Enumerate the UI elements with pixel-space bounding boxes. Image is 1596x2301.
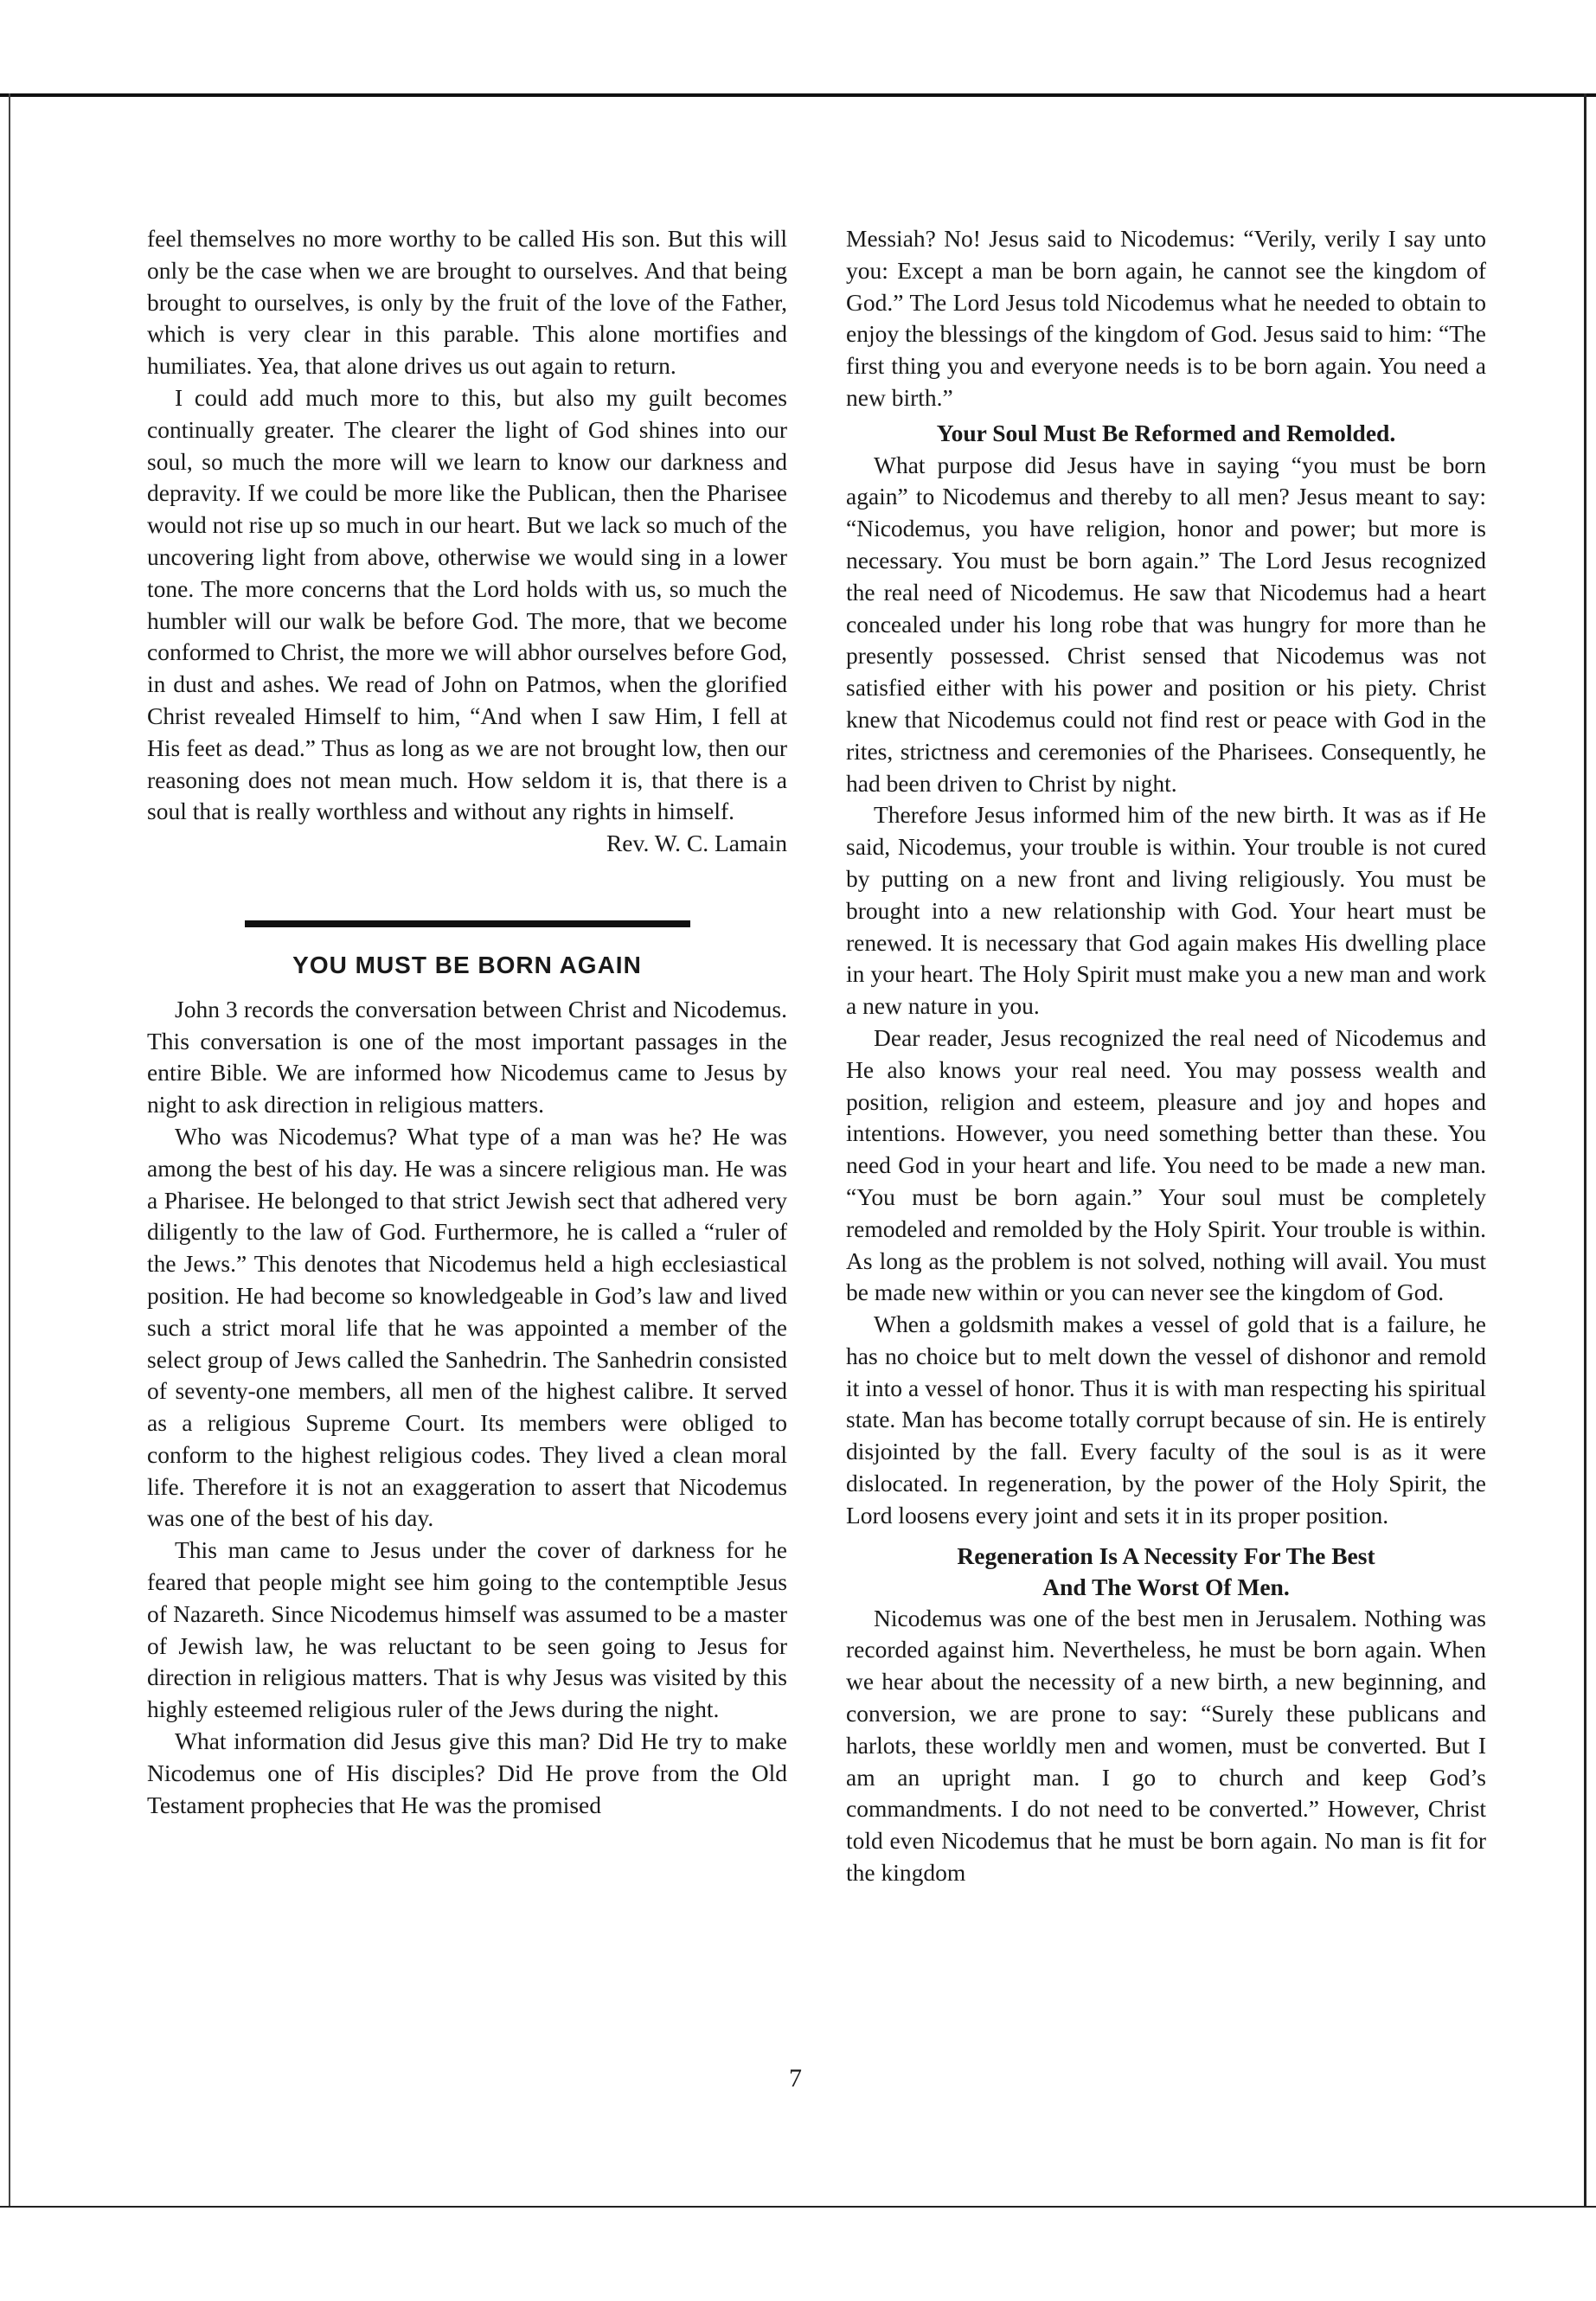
paragraph: This man came to Jesus under the cover of darkness for he feared that people might see him going to the contemptible Jesus of Nazareth. Since Nicodemus himself was assumed to be a master of Jewish law, he was reluctant to be seen going to Jesus for direction in religious matters. That is why Jesus was visited by this highly esteemed religious ruler of the Jews during the night.	[147, 1536, 787, 1723]
section-divider	[245, 920, 690, 927]
section-subheading	[846, 1541, 1486, 1603]
paragraph: Therefore Jesus informed him of the new birth. It was as if He said, Nicodemus, your trouble is within. Your trouble is not cured by putting on a new front and living religiously. You must be brought into a new relationship with God. Your heart must be renewed. It is necessary that God again makes His dwelling place in your heart. The Holy Spirit must make you a new man and work a new nature in you.	[846, 801, 1486, 1020]
paragraph: feel themselves no more worthy to be called His son. But this will only be the case when we are brought to ourselves. And that being brought to ourselves, is only by the fruit of the love of the Father, which is very clear in this parable. This alone mortifies and humiliates. Yea, that alone drives us out again to return.	[147, 225, 787, 380]
paragraph: Messiah? No! Jesus said to Nicodemus: “Verily, verily I say unto you: Except a man be born again, he cannot see the kingdom of God.” The Lord Jesus told Nicodemus what he needed to obtain to enjoy the blessings of the kingdom of God. Jesus said to him: “The first thing you and everyone needs is to be born again. You need a new birth.”	[846, 225, 1486, 411]
subheading-line: Regeneration Is A Necessity For The Best	[957, 1541, 1375, 1569]
paragraph: Who was Nicodemus? What type of a man was he? He was among the best of his day. He was a sincere religious man. He was a Pharisee. He belonged to that strict Jewish sect that adhered very diligently to the law of God. Furthermore, he is called a “ruler of the Jews.” This denotes that Nicodemus held a high ecclesiastical position. He had become so knowledgeable in God’s law and lived such a strict moral life that he was appointed a member of the select group of Jews called the Sanhedrin. The Sanhedrin consisted of seventy-one members, all men of the highest calibre. It served as a religious Supreme Court. Its members were obliged to conform to the highest religious codes. They lived a clean moral life. Therefore it is not an exaggeration to assert that Nicodemus was one of the best of his day.	[147, 1122, 787, 1532]
paragraph: I could add much more to this, but also my guilt becomes continually greater. The clearer the light of God shines into our soul, so much the more will we learn to know our darkness and depravity. If we could be more like the Publican, then the Pharisee would not rise up so much in our heart. But we lack so much of the uncovering light from above, otherwise we would sing in a lower tone. The more concerns that the Lord holds with us, so much the humbler will our walk be before God. The more, that we become conformed to Christ, the more we will abhor ourselves before God, in dust and ashes. We read of John on Patmos, when the glorified Christ revealed Himself to him, “And when I saw Him, I fell at His feet as dead.” Thus as long as we are not brought low, then our reasoning does not mean much. How seldom it is, that there is a soul that is really worthless and without any rights in himself.	[147, 383, 787, 825]
paragraph: What purpose did Jesus have in saying “you must be born again” to Nicodemus and thereby to all men? Jesus meant to say: “Nicodemus, you have religion, honor and power; but more is necessary. You must be born again.” The Lord Jesus recognized the real need of Nicodemus. He saw that Nicodemus had a heart concealed under his long robe that was hungry for more than he presently possessed. Christ sensed that Nicodemus was not satisfied either with his power and position or his piety. Christ knew that Nicodemus could not find rest or peace with God in the rites, strictness and ceremonies of the Pharisees. Consequently, he had been driven to Christ by night.	[846, 451, 1486, 797]
article-title: YOU MUST BE BORN AGAIN	[292, 951, 642, 978]
paragraph: When a goldsmith makes a vessel of gold that is a failure, he has no choice but to melt down the vessel of dishonor and remold it into a vessel of honor. Thus it is with man respecting his spiritual state. Man has become totally corrupt because of sin. He is entirely disjointed by the fall. Every faculty of the soul is as it were dislocated. In regeneration, by the power of the Holy Spirit, the Lord loosens every joint and sets it in its proper position.	[846, 1311, 1486, 1529]
paragraph: John 3 records the conversation between Christ and Nicodemus. This conversation is one of the most important passages in the entire Bible. We are informed how Nicodemus came to Jesus by night to ask direction in religious matters.	[147, 995, 787, 1118]
page-border-top	[0, 93, 1596, 97]
paragraph: What information did Jesus give this man? Did He try to make Nicodemus one of His disciples? Did He prove from the Old Testament prophecies that He was the promised	[147, 1727, 787, 1818]
left-column	[147, 223, 787, 1821]
page-border-bottom	[0, 2206, 1596, 2208]
section-subheading: Your Soul Must Be Reformed and Remolded.	[936, 419, 1396, 446]
page-border-right	[1584, 93, 1586, 2206]
paragraph: Nicodemus was one of the best men in Jerusalem. Nothing was recorded against him. Nevertheless, he must be born again. When we hear about the necessity of a new birth, a new beginning, and conversion, we are prone to say: “Surely these publicans and harlots, these worldly men and women, must be converted. But I am an upright man. I go to church and keep God’s commandments. I do not need to be converted.” However, Christ told even Nicodemus that he must be born again. No man is fit for the kingdom	[846, 1604, 1486, 1887]
page-number: 7	[789, 2064, 802, 2093]
subheading-line: And The Worst Of Men.	[1042, 1573, 1290, 1600]
page-border-left	[9, 93, 10, 2206]
paragraph: Dear reader, Jesus recognized the real need of Nicodemus and He also knows your real need. You may possess wealth and position, religion and esteem, pleasure and joy and hopes and intentions. However, you need something better than these. You need God in your heart and life. You need to be made a new man. “You must be born again.” Your soul must be completely remodeled and remolded by the Holy Spirit. Your trouble is within. As long as the problem is not solved, nothing will avail. You must be made new within or you can never see the kingdom of God.	[846, 1023, 1486, 1306]
author-signature: Rev. W. C. Lamain	[606, 830, 787, 857]
right-column	[846, 223, 1486, 1889]
